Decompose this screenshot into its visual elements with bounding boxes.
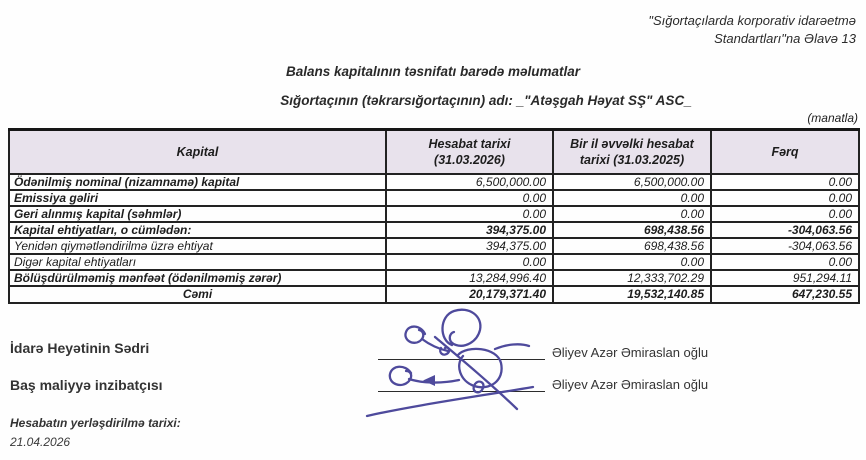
table-header-row (9, 130, 859, 174)
table-row: Yenidən qiymətləndirilmə üzrə ehtiyat 394,375.00 698,438.56 -304,063.56 (9, 238, 859, 254)
handwritten-signature-scribble (355, 303, 555, 423)
corner-note-line1: "Sığortaçılarda korporativ idarəetmə (648, 13, 856, 28)
col-header-previous: Bir il əvvəlki hesabat tarixi (31.03.2025) (553, 130, 711, 174)
report-publish-date-value: 21.04.2026 (10, 435, 71, 449)
table-row: Emissiya gəliri 0.00 0.00 0.00 (9, 190, 859, 206)
insurer-name-line: Sığortaçının (təkrarsığortaçının) adı: _"Atəşgah Həyat SŞ" ASC_ (280, 93, 692, 108)
corner-note-line2: Standartları"na Əlavə 13 (714, 31, 856, 47)
currency-unit-note: (manatla) (807, 111, 858, 125)
table-row: Geri alınmış kapital (səhmlər) 0.00 0.00 0.00 (9, 206, 859, 222)
signer-name-2: Əliyev Azər Əmiraslan oğlu (552, 377, 709, 392)
col-header-current: Hesabat tarixi (31.03.2026) (386, 130, 553, 174)
report-publish-date-label: Hesabatın yerləşdirilmə tarixi: (10, 416, 181, 430)
capital-table (8, 128, 860, 304)
table-row: Kapital ehtiyatları, o cümlədən: 394,375.00 698,438.56 -304,063.56 (9, 222, 859, 238)
table-row: Digər kapital ehtiyatları 0.00 0.00 0.00 (9, 254, 859, 270)
corner-note (648, 12, 856, 48)
table-row: Ödənilmiş nominal (nizamnamə) kapital 6,500,000.00 6,500,000.00 0.00 (9, 174, 859, 190)
table-total-row: Cəmi 20,179,371.40 19,532,140.85 647,230.55 (9, 286, 859, 303)
document-title: Balans kapitalının təsnifatı barədə məlumatlar (285, 64, 581, 79)
signer-name-1: Əliyev Azər Əmiraslan oğlu (552, 345, 709, 360)
signer-role-cfo: Baş maliyyə inzibatçısı (10, 377, 163, 393)
col-header-kapital: Kapital (9, 130, 386, 174)
table-row: Bölüşdürülməmiş mənfəət (ödənilməmiş zərər) 13,284,996.40 12,333,702.29 951,294.11 (9, 270, 859, 286)
signer-role-chairman: İdarə Heyətinin Sədri (10, 340, 150, 356)
col-header-ferq: Fərq (711, 130, 859, 174)
